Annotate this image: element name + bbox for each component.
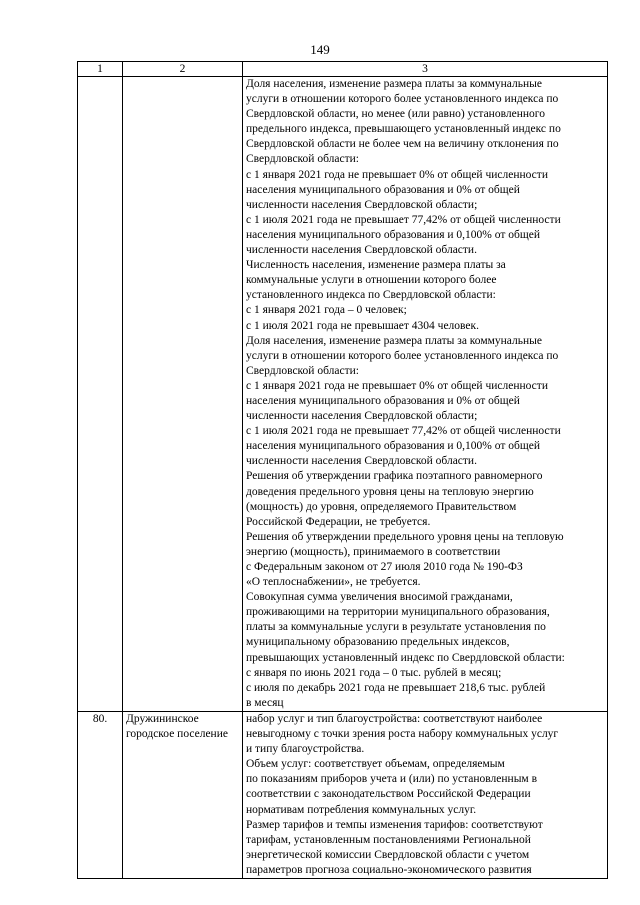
text-line: населения муниципального образования и 0,100% от общей xyxy=(246,228,540,241)
municipality-name-cell xyxy=(123,711,243,878)
text-line: и типу благоустройства. xyxy=(246,743,365,756)
text-line: населения муниципального образования и 0% от общей xyxy=(246,394,520,407)
description-cell xyxy=(243,77,608,712)
page-number: 149 xyxy=(310,42,330,57)
row-number-cell: 80. xyxy=(78,711,123,878)
text-line: Решения об утверждении предельного уровня цены на тепловую xyxy=(246,530,564,543)
text-line: численности населения Свердловской области. xyxy=(246,244,477,257)
text-line: с 1 июля 2021 года не превышает 77,42% от общей численности xyxy=(246,213,561,226)
text-line: (мощность) до уровня, определяемого Правительством xyxy=(246,500,517,513)
municipality-name-line: городское поселение xyxy=(126,728,228,741)
text-line: населения муниципального образования и 0,100% от общей xyxy=(246,440,540,453)
text-line: с 1 января 2021 года не превышает 0% от общей численности xyxy=(246,379,548,392)
text-line: муниципальному образованию предельных индексов, xyxy=(246,636,510,649)
table-header-row xyxy=(78,62,608,77)
text-line: Объем услуг: соответствует объемам, определяемым xyxy=(246,758,505,771)
text-line: превышающих установленный индекс по Свердловской области: xyxy=(246,651,565,664)
text-line: предельного индекса, превышающего установленный индекс по xyxy=(246,123,561,136)
text-line: энергетической комиссии Свердловской области с учетом xyxy=(246,848,530,861)
text-line: с 1 января 2021 года не превышает 0% от общей численности xyxy=(246,168,548,181)
text-line: установленного индекса по Свердловской области: xyxy=(246,289,496,302)
municipality-name-line: Дружининское xyxy=(126,712,199,725)
text-line: Российской Федерации, не требуется. xyxy=(246,515,431,528)
text-line: в месяц xyxy=(246,696,284,709)
text-line: параметров прогноза социально-экономического развития xyxy=(246,863,532,876)
text-line: тарифам, установленным постановлениями Региональной xyxy=(246,833,531,846)
text-line: доведения предельного уровня цены на тепловую энергию xyxy=(246,485,534,498)
column-header-2: 2 xyxy=(123,62,243,77)
text-line: соответствии с законодательством Российской Федерации xyxy=(246,788,531,801)
document-table xyxy=(77,61,608,879)
text-line: коммунальные услуги в отношении которого более xyxy=(246,274,497,287)
text-line: энергию (мощность), принимаемого в соответствии xyxy=(246,545,501,558)
text-line: услуги в отношении которого более установленного индекса по xyxy=(246,93,559,106)
text-line: с января по июнь 2021 года – 0 тыс. рублей в месяц; xyxy=(246,666,502,679)
row-number-cell xyxy=(78,77,123,712)
text-line: с июля по декабрь 2021 года не превышает 218,6 тыс. рублей xyxy=(246,681,546,694)
text-line: с 1 января 2021 года – 0 человек; xyxy=(246,304,407,317)
text-line: с 1 июля 2021 года не превышает 77,42% от общей численности xyxy=(246,425,561,438)
text-line: Свердловской области, но менее (или равно) установленного xyxy=(246,108,545,121)
column-header-1: 1 xyxy=(78,62,123,77)
text-line: населения муниципального образования и 0% от общей xyxy=(246,183,520,196)
text-line: Совокупная сумма увеличения вносимой гражданами, xyxy=(246,591,513,604)
text-line: Размер тарифов и темпы изменения тарифов: соответствуют xyxy=(246,818,543,831)
text-line: проживающими на территории муниципального образования, xyxy=(246,606,550,619)
text-line: платы за коммунальные услуги в результате установления по xyxy=(246,621,546,634)
text-line: набор услуг и тип благоустройства: соответствуют наиболее xyxy=(246,712,543,725)
text-line: численности населения Свердловской области; xyxy=(246,198,478,211)
text-line: Решения об утверждении графика поэтапного равномерного xyxy=(246,470,543,483)
text-line: услуги в отношении которого более установленного индекса по xyxy=(246,349,559,362)
text-line: с Федеральным законом от 27 июля 2010 года № 190-ФЗ xyxy=(246,561,523,573)
description-cell xyxy=(243,711,608,878)
text-line: с 1 июля 2021 года не превышает 4304 человек. xyxy=(246,319,479,332)
text-line: по показаниям приборов учета и (или) по установленным в xyxy=(246,773,538,786)
text-line: Свердловской области: xyxy=(246,364,359,377)
text-line: невыгодному с точки зрения роста набору коммунальных услуг xyxy=(246,728,559,741)
table-row xyxy=(78,77,608,712)
text-line: Численность населения, изменение размера платы за xyxy=(246,259,506,272)
text-line: численности населения Свердловской области; xyxy=(246,410,478,423)
text-line: «О теплоснабжении», не требуется. xyxy=(246,576,421,589)
column-header-3: 3 xyxy=(243,62,608,77)
text-line: Доля населения, изменение размера платы за коммунальные xyxy=(246,78,542,90)
text-line: нормативам потребления коммунальных услуг. xyxy=(246,803,477,816)
text-line: Доля населения, изменение размера платы за коммунальные xyxy=(246,334,542,347)
municipality-name-cell xyxy=(123,77,243,712)
table-row xyxy=(78,711,608,878)
text-line: численности населения Свердловской области. xyxy=(246,455,477,468)
text-line: Свердловской области не более чем на величину отклонения по xyxy=(246,138,559,151)
text-line: Свердловской области: xyxy=(246,153,359,166)
